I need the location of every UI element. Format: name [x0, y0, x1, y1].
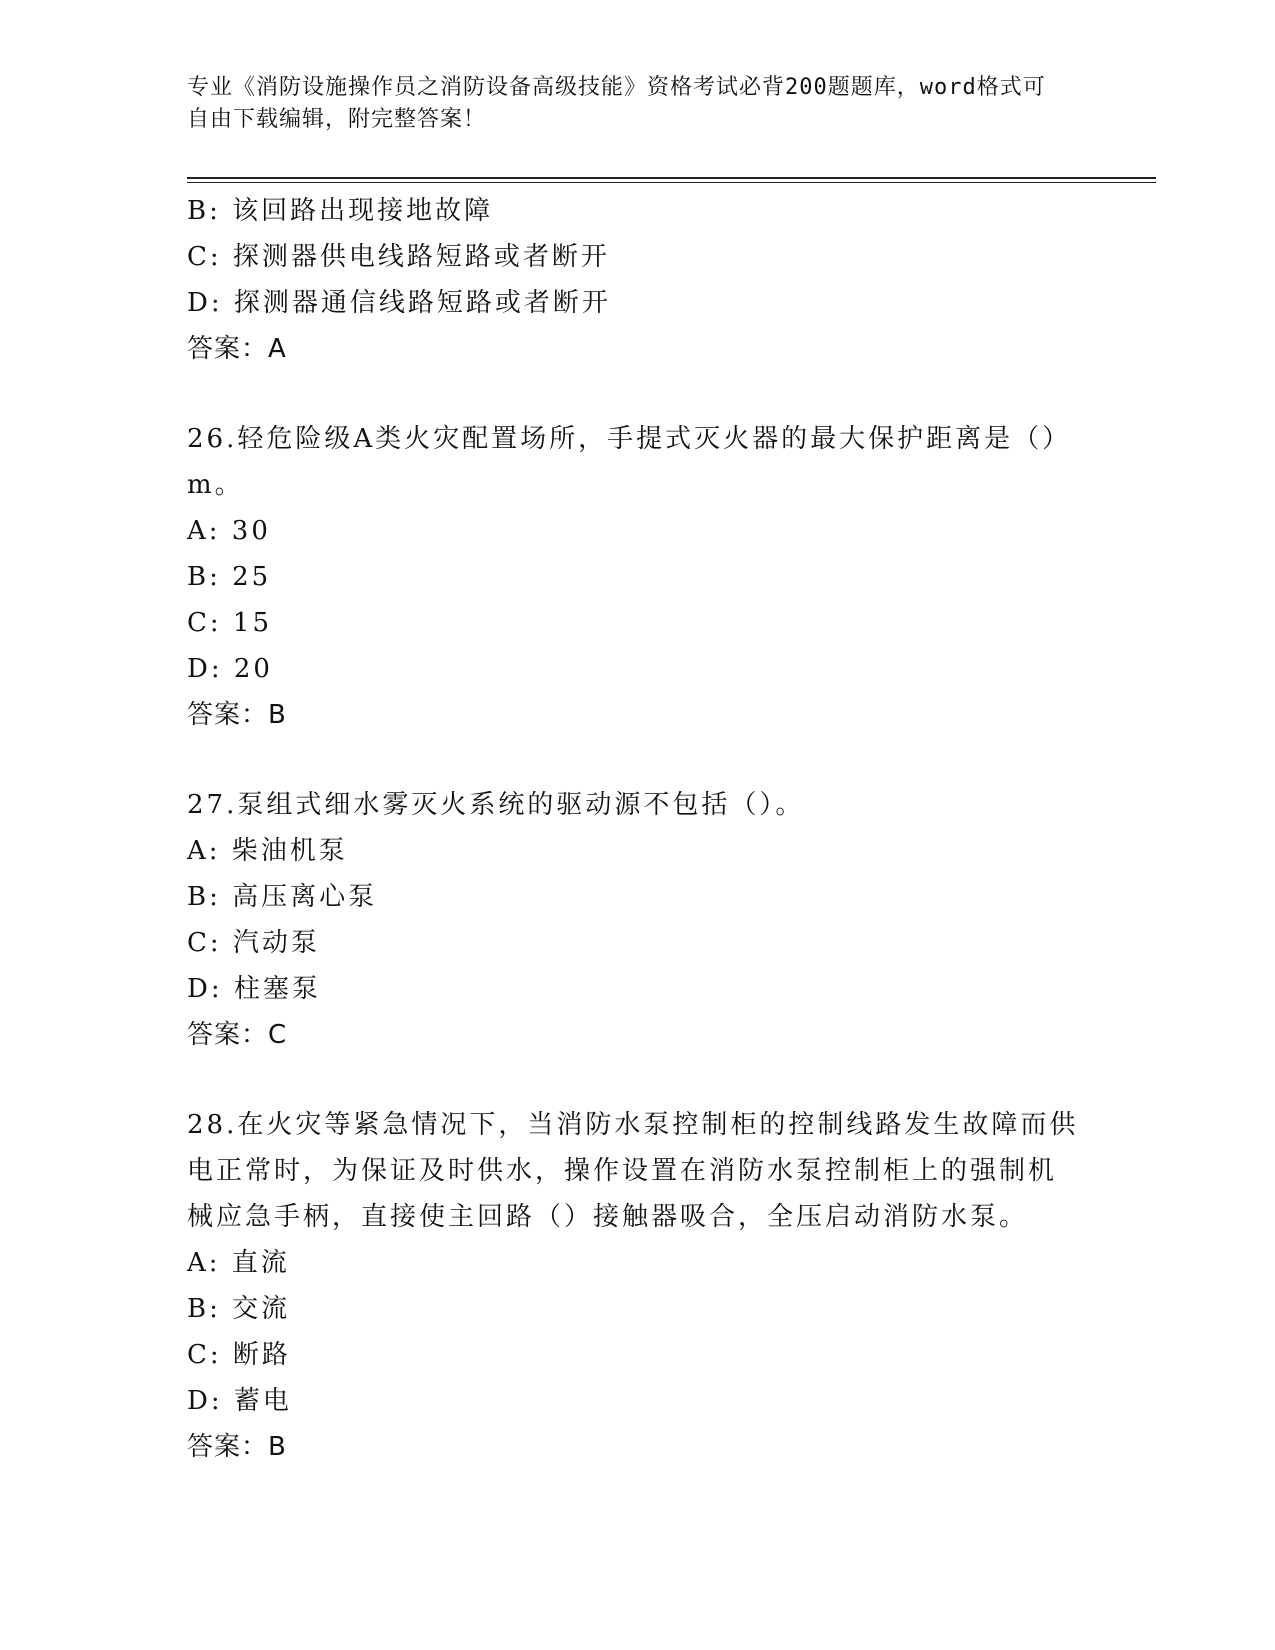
option-c: C: 断路 [187, 1340, 291, 1370]
option-b: B: 该回路出现接地故障 [187, 196, 494, 226]
question-stem: 械应急手柄，直接使主回路（）接触器吸合，全压启动消防水泵。 [187, 1202, 1029, 1232]
question-stem: m。 [187, 470, 244, 500]
question-stem: 电正常时，为保证及时供水，操作设置在消防水泵控制柜上的强制机 [187, 1156, 1058, 1186]
question-stem: 28.在火灾等紧急情况下，当消防水泵控制柜的控制线路发生故障而供 [187, 1110, 1079, 1140]
question-stem: 26.轻危险级A类火灾配置场所，手提式灭火器的最大保护距离是（） [187, 424, 1072, 454]
header-divider [187, 177, 1156, 179]
question-list [187, 188, 1087, 1470]
question-stem: 27.泵组式细水雾灭火系统的驱动源不包括（）。 [187, 790, 805, 820]
option-d: D: 蓄电 [187, 1386, 292, 1416]
question-27 [187, 782, 1087, 1058]
option-c: C: 汽动泵 [187, 928, 320, 958]
option-c: C: 探测器供电线路短路或者断开 [187, 242, 610, 272]
question-28 [187, 1102, 1087, 1470]
option-c: C: 15 [187, 608, 273, 638]
answer: 答案：B [187, 700, 287, 730]
question-26 [187, 416, 1087, 738]
header-divider-thin [187, 182, 1156, 183]
option-b: B: 25 [187, 562, 272, 592]
option-d: D: 20 [187, 654, 273, 684]
answer: 答案：A [187, 334, 287, 364]
option-d: D: 探测器通信线路短路或者断开 [187, 288, 611, 318]
answer: 答案：C [187, 1020, 288, 1050]
prev-question-tail [187, 188, 1087, 372]
option-a: A: 直流 [187, 1248, 290, 1278]
document-header: 专业《消防设施操作员之消防设备高级技能》资格考试必背200题题库，word格式可自由下载编辑，附完整答案！ [187, 75, 1046, 132]
option-b: B: 高压离心泵 [187, 882, 378, 912]
option-a: A: 柴油机泵 [187, 836, 348, 866]
option-b: B: 交流 [187, 1294, 291, 1324]
option-d: D: 柱塞泵 [187, 974, 321, 1004]
answer: 答案：B [187, 1432, 287, 1462]
option-a: A: 30 [187, 516, 271, 546]
